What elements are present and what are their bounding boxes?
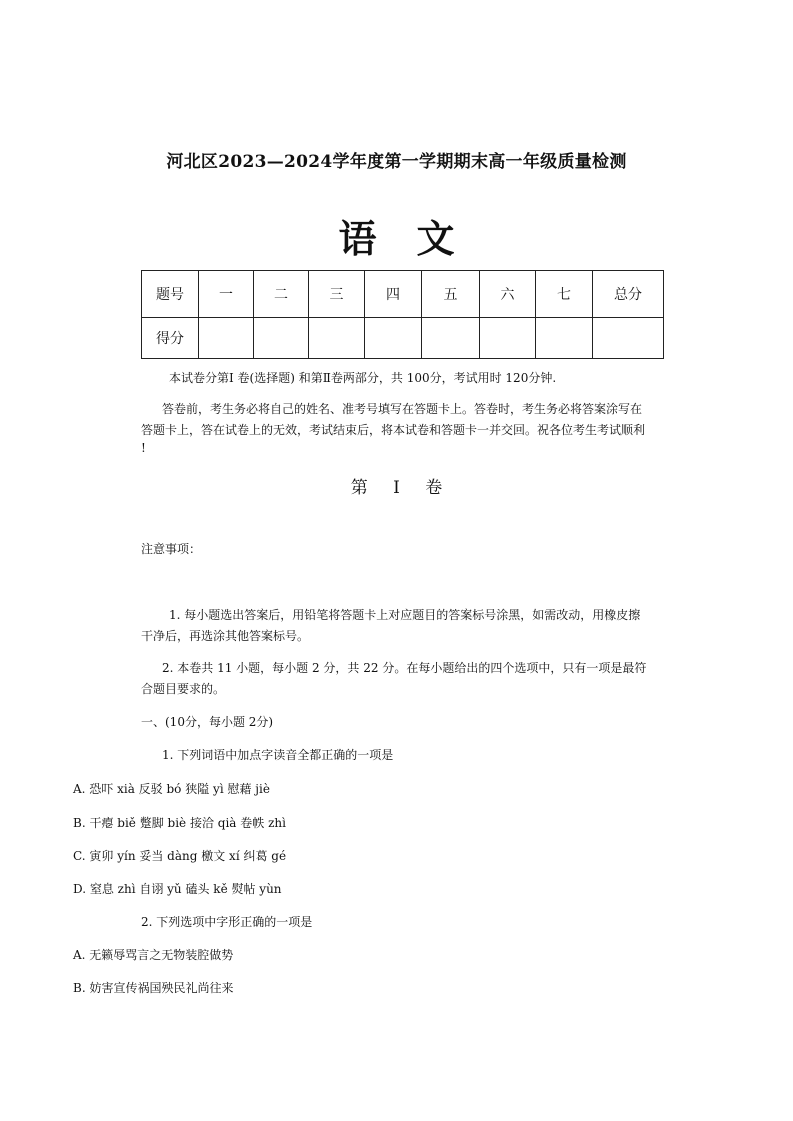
question-option: C. 寅卯 yín 妥当 dàng 檄文 xí 纠葛 gé: [73, 849, 287, 863]
subject-title: 语文: [338, 216, 495, 261]
score-cell: [254, 318, 309, 359]
score-table: [141, 270, 664, 359]
score-table-col-2: 二: [254, 271, 309, 318]
intro-para-line: 答卷前，考生务必将自己的姓名、准考号填写在答题卡上。答卷时，考生务必将答案涂写在: [162, 402, 643, 416]
score-cell: [365, 318, 422, 359]
question-option: D. 窒息 zhì 自诩 yǔ 磕头 kě 熨帖 yùn: [73, 882, 282, 896]
section-title: 第 Ⅰ 卷: [350, 478, 453, 498]
score-table-col-4: 四: [365, 271, 422, 318]
score-cell: [199, 318, 254, 359]
score-table-col-6: 六: [480, 271, 536, 318]
intro-para-line: !: [141, 441, 146, 455]
score-table-col-5: 五: [422, 271, 480, 318]
note-2-line: 合题目要求的。: [141, 682, 226, 696]
score-table-header-row: [142, 271, 664, 318]
question-option: A. 恐吓 xià 反驳 bó 狭隘 yì 慰藉 jiè: [73, 782, 270, 796]
intro-line: 本试卷分第Ⅰ 卷(选择题) 和第Ⅱ卷两部分，共 100分，考试用时 120分钟.: [169, 371, 557, 385]
part-heading: 一、(10分，每小题 2分): [141, 715, 274, 729]
score-table-row-header: 题号: [142, 271, 199, 318]
score-table-col-1: 一: [199, 271, 254, 318]
score-cell: [536, 318, 593, 359]
score-table-col-7: 七: [536, 271, 593, 318]
score-cell: [480, 318, 536, 359]
exam-title: 河北区2023—2024学年度第一学期期末高一年级质量检测: [166, 152, 627, 172]
note-2-line: 2. 本卷共 11 小题，每小题 2 分，共 22 分。在每小题给出的四个选项中，只有一项是最符: [162, 661, 647, 675]
question-stem: 2. 下列选项中字形正确的一项是: [141, 915, 313, 929]
question-stem: 1. 下列词语中加点字读音全都正确的一项是: [162, 748, 394, 762]
notes-label: 注意事项：: [141, 542, 202, 556]
score-table-score-row: [142, 318, 664, 359]
note-1-line: 干净后，再选涂其他答案标号。: [141, 629, 310, 643]
question-option: B. 妨害宣传祸国殃民礼尚往来: [73, 981, 234, 995]
score-cell: [309, 318, 365, 359]
question-option: A. 无籁辱骂言之无物装腔做势: [73, 948, 234, 962]
score-table-score-label: 得分: [142, 318, 199, 359]
note-1-line: 1. 每小题选出答案后，用铅笔将答题卡上对应题目的答案标号涂黑，如需改动，用橡皮擦: [169, 608, 641, 622]
score-cell: [593, 318, 664, 359]
score-cell: [422, 318, 480, 359]
question-option: B. 干瘪 biě 蹩脚 biè 接洽 qià 卷帙 zhì: [73, 816, 286, 830]
score-table-col-total: 总分: [593, 271, 664, 318]
intro-para-line: 答题卡上，答在试卷上的无效，考试结束后，将本试卷和答题卡一并交回。祝各位考生考试顺利: [141, 423, 646, 437]
score-table-col-3: 三: [309, 271, 365, 318]
